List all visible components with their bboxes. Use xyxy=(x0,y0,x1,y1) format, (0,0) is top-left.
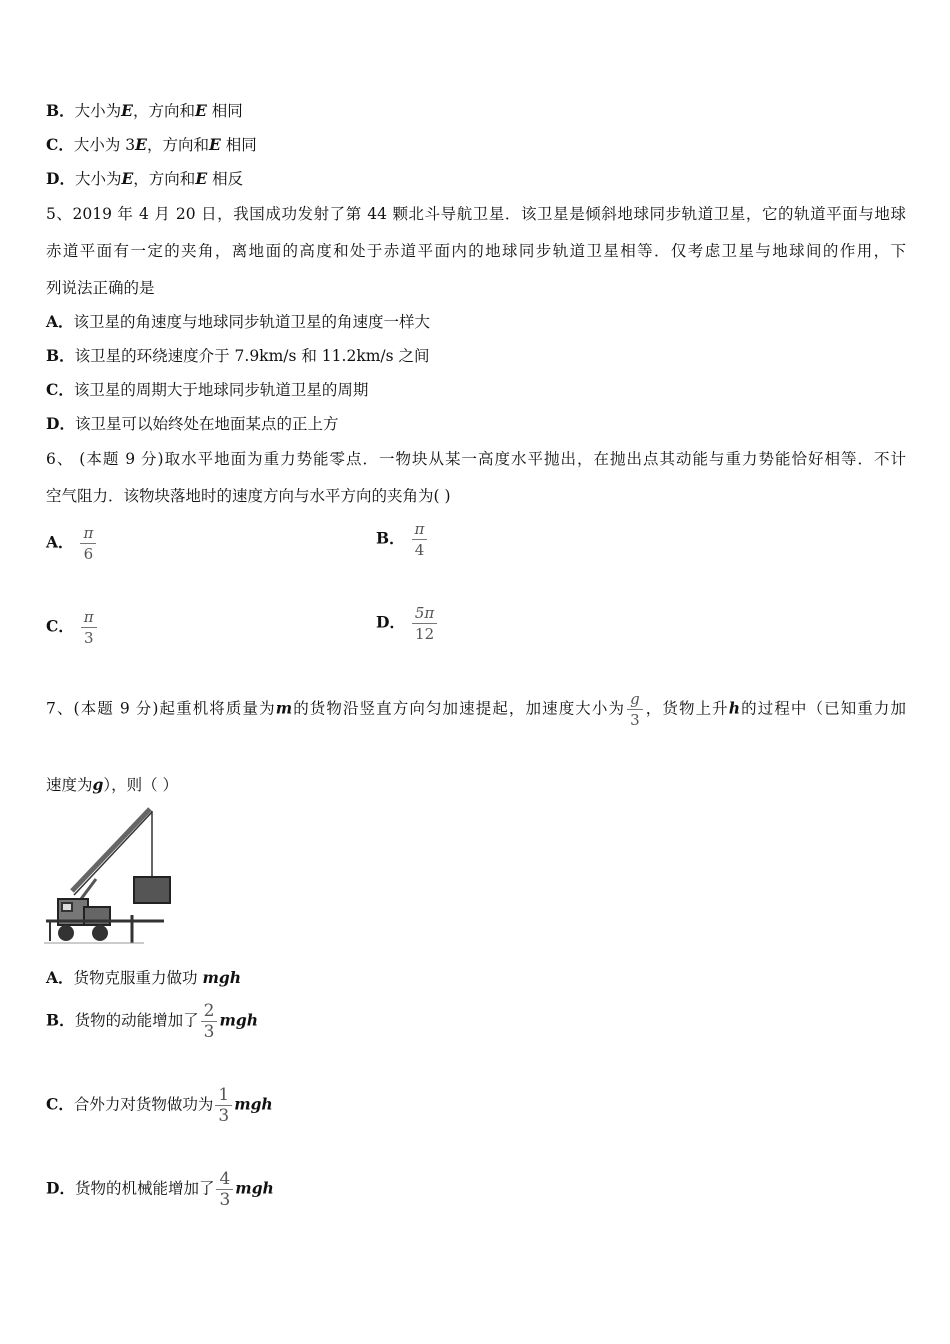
q5-option-b: B．该卫星的环绕速度介于 7.9km/s 和 11.2km/s 之间 xyxy=(46,346,430,365)
q6-option-a: A． $\frac{\pi}{6}$ xyxy=(46,525,98,562)
q6-stem-line1: 6、 (本题 9 分)取水平地面为重力势能零点．一物块从某一高度水平抛出，在抛出点其动能与重力势能恰好相等．不计 xyxy=(46,450,906,468)
prev-option-b: B．大小为E，方向和E 相同 xyxy=(46,101,243,120)
q6-option-b: B． $\frac{\pi}{4}$ xyxy=(376,521,429,558)
fraction: $\frac{4}{3}$ xyxy=(216,1171,233,1208)
fraction: $\frac{\pi}{6}$ xyxy=(80,525,96,562)
q7-option-a: A．货物克服重力做功 mgh xyxy=(46,968,241,987)
crane-illustration xyxy=(44,803,174,945)
q5-stem-line3: 列说法正确的是 xyxy=(46,279,155,297)
q7-option-c: C．合外力对货物做功为 $\frac{1}{3}$ mgh xyxy=(46,1085,273,1126)
prev-option-c: C．大小为 3E，方向和E 相同 xyxy=(46,135,257,154)
fraction: $\frac{\pi}{4}$ xyxy=(412,521,428,558)
q7-option-b: B．货物的动能增加了 $\frac{2}{3}$ mgh xyxy=(46,1001,258,1042)
prev-option-d: D．大小为E，方向和E 相反 xyxy=(46,169,244,188)
q7-stem-line2: 速度为g），则（ ） xyxy=(46,775,179,794)
acceleration-fraction: $\frac{g}{3}$ xyxy=(627,691,643,728)
q5-stem-line1: 5、2019 年 4 月 20 日，我国成功发射了第 44 颗北斗导航卫星．该卫星是倾斜地球同步轨道卫星，它的轨道平面与地球 xyxy=(46,205,906,223)
q6-stem-line2: 空气阻力．该物块落地时的速度方向与水平方向的夹角为( ) xyxy=(46,487,451,505)
q5-option-d: D．该卫星可以始终处在地面某点的正上方 xyxy=(46,414,339,433)
q5-stem-line2: 赤道平面有一定的夹角，离地面的高度和处于赤道平面内的地球同步轨道卫星相等．仅考虑卫星与地球间的作用，下 xyxy=(46,242,906,260)
fraction: $\frac{1}{3}$ xyxy=(215,1087,232,1124)
q6-option-d: D． $\frac{5\pi}{12}$ xyxy=(376,605,439,642)
fraction: $\frac{2}{3}$ xyxy=(201,1003,218,1040)
fraction: $\frac{5\pi}{12}$ xyxy=(412,605,437,642)
q6-option-c: C． $\frac{\pi}{3}$ xyxy=(46,609,99,646)
q7-option-d: D．货物的机械能增加了 $\frac{4}{3}$ mgh xyxy=(46,1169,274,1210)
q5-option-a: A．该卫星的角速度与地球同步轨道卫星的角速度一样大 xyxy=(46,312,431,331)
cargo-box xyxy=(134,877,170,903)
fraction: $\frac{\pi}{3}$ xyxy=(81,609,97,646)
q5-option-c: C．该卫星的周期大于地球同步轨道卫星的周期 xyxy=(46,380,369,399)
q7-stem-line1: 7、(本题 9 分)起重机将质量为m的货物沿竖直方向匀加速提起，加速度大小为 $\frac{g}{3}$ ，货物上升h的过程中（已知重力加 xyxy=(46,690,906,729)
